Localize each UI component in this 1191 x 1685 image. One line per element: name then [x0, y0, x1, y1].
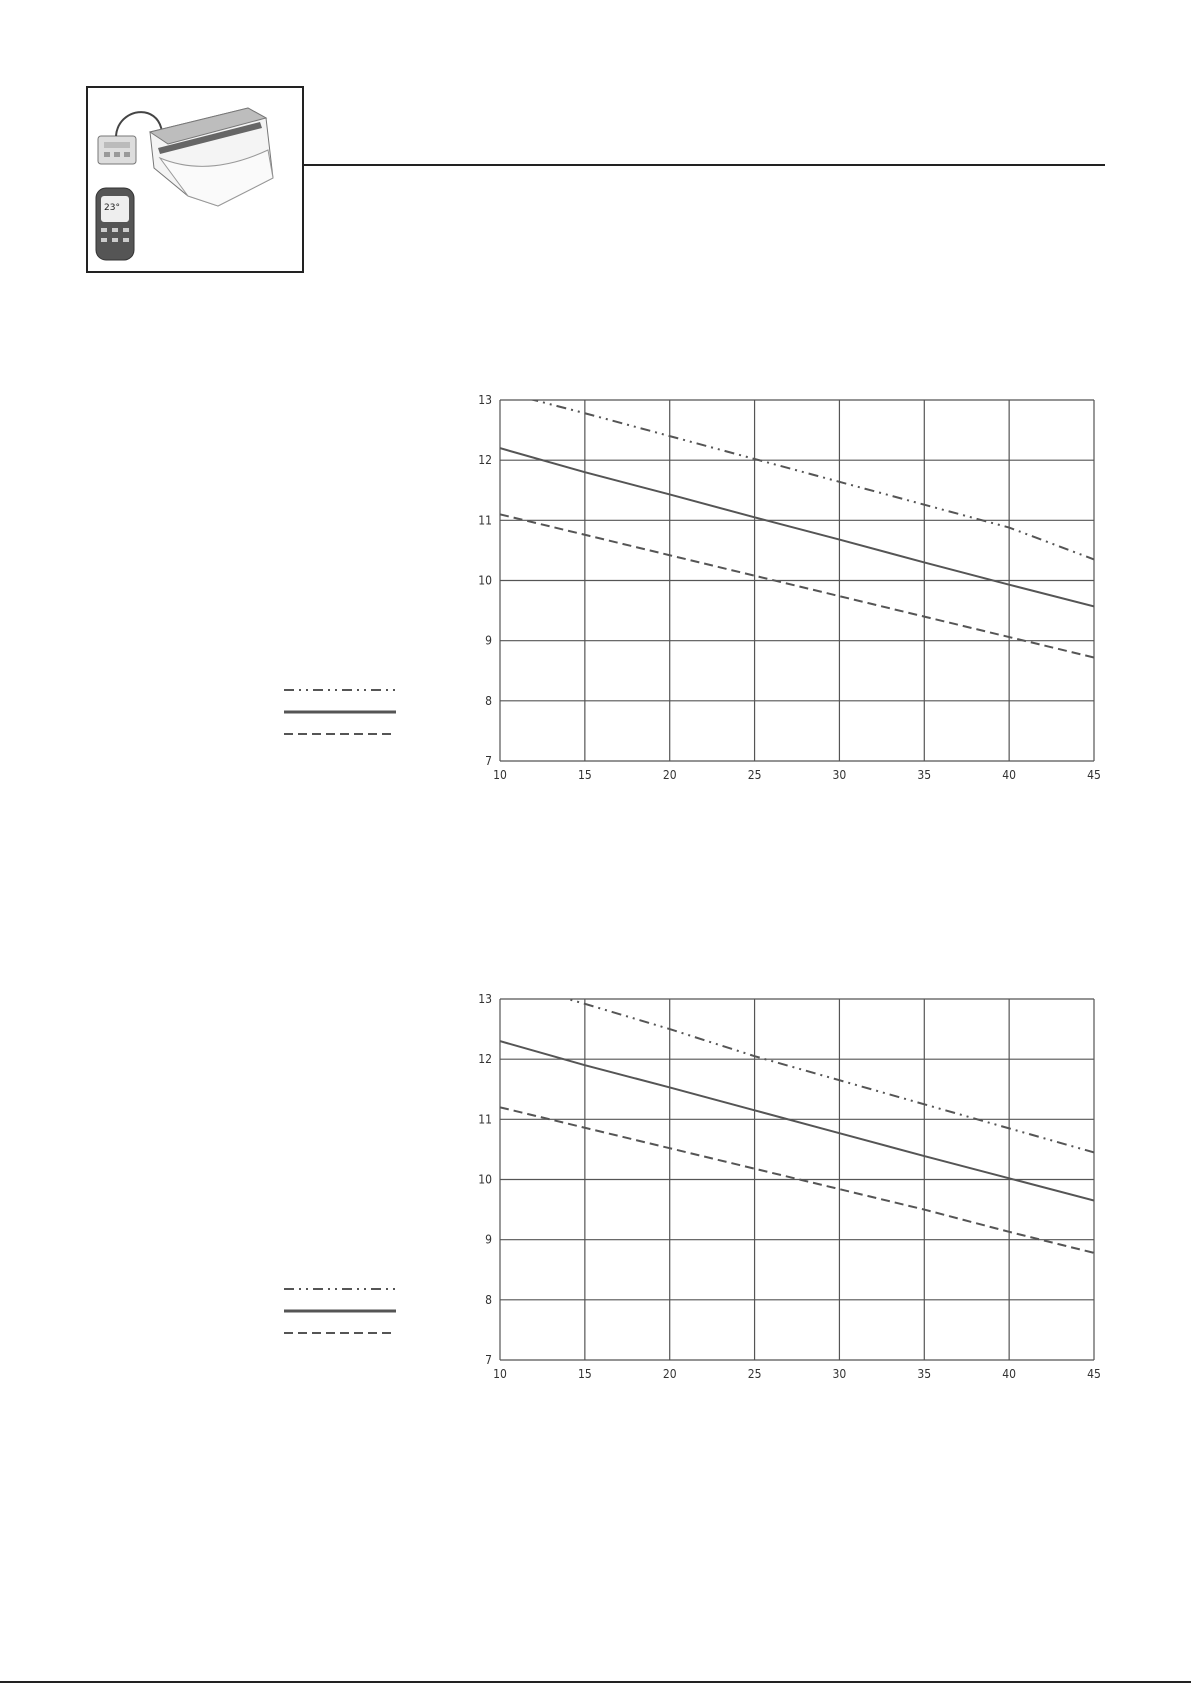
chart-2-x-tick-label: 40: [1002, 1367, 1017, 1381]
chart-2-y-tick-label: 10: [478, 1172, 492, 1187]
chart-2-series-dashed-line: [500, 1107, 1094, 1253]
chart-2-x-tick-label: 30: [832, 1367, 847, 1381]
product-illustration: [88, 88, 302, 271]
chart-1-x-tick-label: 10: [493, 768, 507, 782]
chart-1-y-tick-label: 11: [478, 513, 492, 528]
chart-1-y-tick-label: 7: [485, 754, 492, 768]
svg-text:23°: 23°: [104, 203, 120, 213]
chart-1-series-dash-dot-line: [500, 393, 1094, 560]
chart-1-y-tick-label: 10: [478, 573, 492, 588]
chart-2-y-tick-label: 12: [478, 1052, 492, 1067]
chart-1-series-dashed-line: [500, 514, 1094, 657]
chart-2-x-tick-label: 45: [1087, 1367, 1101, 1381]
chart-1-x-tick-label: 20: [662, 768, 677, 782]
chart-2-y-tick-label: 9: [485, 1232, 492, 1247]
chart-2-x-tick-label: 10: [493, 1367, 507, 1381]
chart-2-legend: [282, 1281, 402, 1341]
chart-1-x-tick-label: 25: [747, 768, 762, 782]
chart-1-y-tick-label: 8: [485, 693, 492, 708]
chart-2-x-tick-label: 25: [747, 1367, 762, 1381]
chart-2-x-tick-label: 20: [662, 1367, 677, 1381]
chart-1-x-tick-label: 30: [832, 768, 847, 782]
chart-2: [460, 992, 1110, 1397]
chart-2-y-tick-label: 7: [485, 1353, 492, 1367]
chart-1: [460, 393, 1110, 798]
chart-1-y-tick-label: 12: [478, 453, 492, 468]
chart-1-x-tick-label: 45: [1087, 768, 1101, 782]
chart-1-y-tick-label: 9: [485, 633, 492, 648]
chart-1-x-tick-label: 15: [577, 768, 592, 782]
chart-2-y-tick-label: 11: [478, 1112, 492, 1127]
chart-1-x-tick-label: 35: [917, 768, 932, 782]
chart-2-x-tick-label: 15: [577, 1367, 592, 1381]
chart-2-series-solid-line: [500, 1041, 1094, 1200]
footer-rule: [0, 1681, 1191, 1683]
chart-2-x-tick-label: 35: [917, 1367, 932, 1381]
product-image-frame: [86, 86, 304, 273]
chart-1-y-tick-label: 13: [478, 393, 492, 407]
chart-2-y-tick-label: 8: [485, 1292, 492, 1307]
chart-2-y-tick-label: 13: [478, 992, 492, 1006]
chart-1-x-tick-label: 40: [1002, 768, 1017, 782]
header-rule: [304, 164, 1105, 166]
chart-1-legend: [282, 682, 402, 742]
wall-controller-icon: [98, 136, 136, 164]
